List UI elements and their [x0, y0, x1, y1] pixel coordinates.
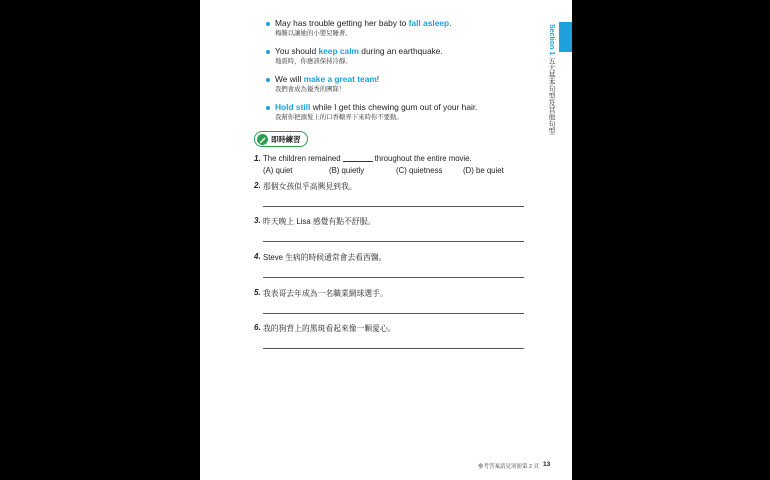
bullet-icon [266, 106, 270, 110]
bullet-icon [266, 78, 270, 82]
example-sentences [266, 18, 536, 130]
example-chinese: 我幫你把頭髮上的口香糖弄下來時你不要動。 [275, 114, 403, 121]
question-text: The children remained throughout the entire movie. [263, 154, 472, 163]
textbook-page [200, 0, 572, 480]
highlight-phrase: make a great team [303, 74, 377, 84]
footer-note: 參考答案請見別冊第 2 頁 [478, 464, 540, 470]
page-number: 13 [543, 461, 551, 468]
option-d[interactable]: (D) be quiet [463, 166, 504, 175]
bullet-icon [266, 22, 270, 26]
example-chinese: 地震時，你應該保持冷靜。 [275, 58, 352, 65]
example-item [266, 46, 536, 66]
question-text: 我的狗背上的黑斑看起來像一顆愛心。 [263, 324, 396, 333]
pencil-icon [257, 134, 268, 145]
example-english: May has trouble getting her baby to fall asleep. [275, 18, 452, 28]
question-4 [254, 252, 534, 264]
answer-line[interactable] [263, 348, 524, 349]
question-number: 5. [254, 288, 261, 297]
highlight-phrase: keep calm [318, 46, 359, 56]
section-title: 五大基本句型及其他句型 [548, 57, 555, 135]
question-number: 3. [254, 216, 261, 225]
question-2 [254, 181, 534, 193]
highlight-phrase: fall asleep [408, 18, 450, 28]
example-item [266, 102, 536, 122]
practice-label: 即時練習 [271, 134, 301, 144]
highlight-phrase: Hold still [275, 102, 311, 112]
option-c[interactable]: (C) quietness [396, 166, 443, 175]
example-item [266, 18, 536, 38]
question-text: 昨天晚上 Lisa 感覺有點不舒服。 [263, 217, 376, 226]
question-text: Steve 生病的時候通常會去看西醫。 [263, 253, 387, 262]
question-3 [254, 216, 534, 228]
question-1 [254, 154, 534, 178]
question-number: 6. [254, 323, 261, 332]
option-a[interactable]: (A) quiet [263, 166, 293, 175]
fill-blank[interactable] [343, 161, 373, 162]
section-tab [559, 22, 572, 52]
bullet-icon [266, 50, 270, 54]
question-number: 2. [254, 181, 261, 190]
practice-heading [254, 131, 308, 147]
question-number: 4. [254, 252, 261, 261]
question-text: 我表哥去年成為一名職業網球選手。 [263, 289, 388, 298]
answer-line[interactable] [263, 277, 524, 278]
section-sidebar [546, 24, 556, 134]
section-label: Section [548, 24, 555, 50]
question-text: 那個女孩似乎高興見到我。 [263, 182, 357, 191]
answer-line[interactable] [263, 313, 524, 314]
section-number: 1 [548, 51, 555, 56]
example-english: We will make a great team! [275, 74, 380, 84]
answer-line[interactable] [263, 241, 524, 242]
example-chinese: 梅難以讓她的小嬰兒睡著。 [275, 30, 352, 37]
example-item [266, 74, 536, 94]
question-number: 1. [254, 154, 261, 163]
example-english: Hold still while I get this chewing gum out of your hair. [275, 102, 478, 112]
question-6 [254, 323, 534, 335]
example-chinese: 我們會成為優秀的團隊！ [275, 86, 346, 93]
example-english: You should keep calm during an earthquake. [275, 46, 443, 56]
option-b[interactable]: (B) quietly [329, 166, 365, 175]
answer-line[interactable] [263, 206, 524, 207]
question-5 [254, 288, 534, 300]
